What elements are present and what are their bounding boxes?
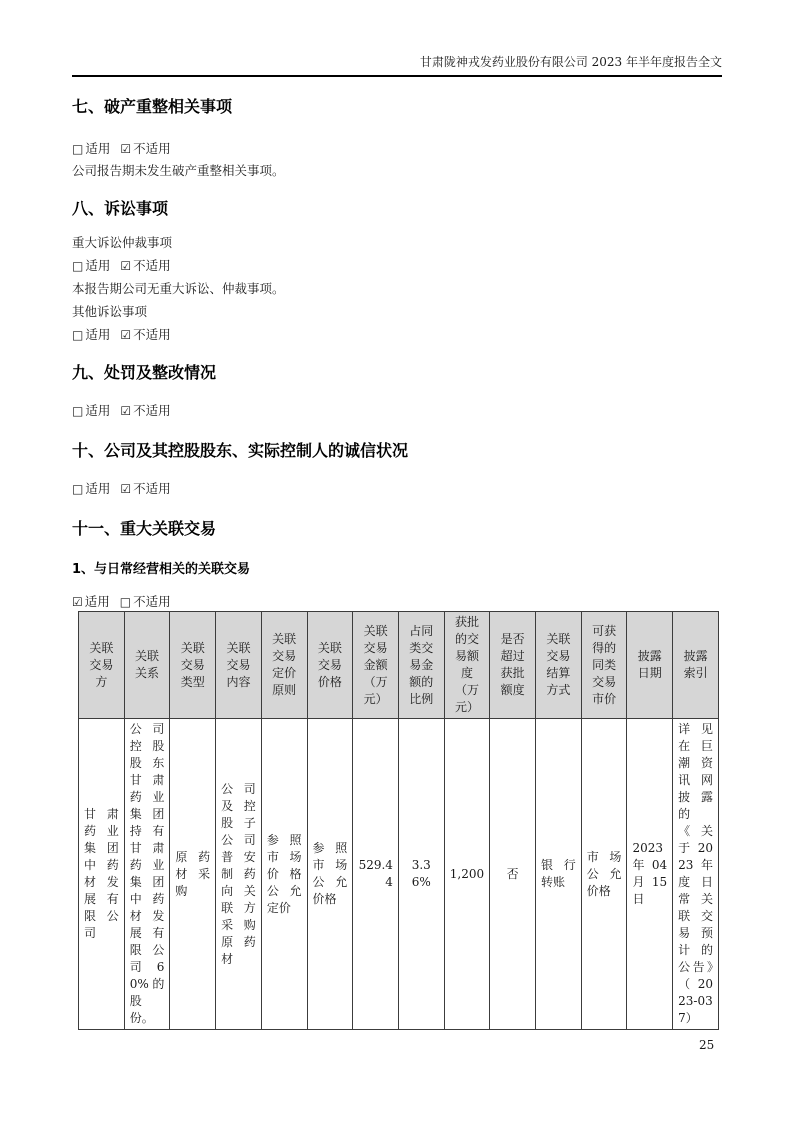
checkbox-checked-icon: ☑ [72,595,83,609]
cell-market-price: 市场公允价格 [581,719,627,1030]
checkbox-checked-icon: ☑ [120,142,132,156]
apply-label: 适用 [85,403,111,418]
not-apply-label: 不适用 [133,481,171,496]
col-header-disclosure-date: 披露日期 [627,612,673,719]
col-header-disclosure-index: 披露索引 [673,612,719,719]
checkbox-checked-icon: ☑ [120,482,132,496]
applicability-line-bankruptcy [72,141,722,157]
apply-label: 适用 [85,141,111,156]
col-header-transaction-content: 关联交易内容 [216,612,262,719]
major-litigation-label: 重大诉讼仲裁事项 [72,235,173,250]
col-header-over-limit: 是否超过获批额度 [490,612,536,719]
applicability-line-other-litigation [72,327,722,343]
apply-label: 适用 [85,327,111,342]
cell-over-limit: 否 [490,719,536,1030]
col-header-ratio-of-similar: 占同类交易金额的比例 [398,612,444,719]
not-apply-label: 不适用 [133,141,171,156]
subsection-title-daily-related-transactions: 1、与日常经营相关的关联交易 [72,562,251,577]
col-header-pricing-principle: 关联交易定价原则 [261,612,307,719]
other-litigation-label: 其他诉讼事项 [72,304,148,319]
cell-ratio-of-similar: 3.36% [398,719,444,1030]
cell-settlement-method: 银行转账 [536,719,582,1030]
col-header-relationship: 关联关系 [124,612,170,719]
col-header-market-price: 可获得的同类交易市价 [581,612,627,719]
col-header-transaction-price: 关联交易价格 [307,612,353,719]
checkbox-unchecked-icon: □ [119,595,132,609]
cell-transaction-price: 参照市场公允价格 [307,719,353,1030]
report-header-title: 甘肃陇神戎发药业股份有限公司 2023 年半年度报告全文 [419,55,722,69]
cell-transaction-amount: 529.44 [353,719,399,1030]
col-header-settlement-method: 关联交易结算方式 [536,612,582,719]
applicability-line-major-litigation [72,258,722,274]
cell-related-party: 甘肃药业集团中药材发展有限公司 [79,719,125,1030]
applicability-line-integrity [72,481,722,497]
checkbox-unchecked-icon: □ [72,482,84,496]
cell-disclosure-index: 详见在巨潮资讯网披露的《关于 2023 年度日常关联交易预计的公告》（2023-037） [673,719,719,1030]
table-header-row [79,612,719,719]
apply-label: 适用 [84,594,110,609]
section-title-bankruptcy: 七、破产重整相关事项 [72,97,233,116]
col-header-approved-limit: 获批的交易额度（万元） [444,612,490,719]
major-litigation-note: 本报告期公司无重大诉讼、仲裁事项。 [72,281,285,296]
not-apply-label: 不适用 [133,327,171,342]
not-apply-label: 不适用 [133,594,171,609]
section-title-litigation: 八、诉讼事项 [72,199,169,218]
not-apply-label: 不适用 [133,403,171,418]
col-header-transaction-type: 关联交易类型 [170,612,216,719]
applicability-line-penalty [72,403,722,419]
related-transactions-table [78,611,719,1030]
checkbox-checked-icon: ☑ [120,259,132,273]
bankruptcy-note: 公司报告期未发生破产重整相关事项。 [72,163,285,178]
not-apply-label: 不适用 [133,258,171,273]
section-title-integrity: 十、公司及其控股股东、实际控制人的诚信状况 [72,441,409,460]
table-row [79,719,719,1030]
section-title-related-transactions: 十一、重大关联交易 [72,519,217,538]
applicability-line-related-transactions [72,594,722,610]
page-number: 25 [699,1038,715,1052]
checkbox-unchecked-icon: □ [72,328,84,342]
col-header-related-party: 关联交易方 [79,612,125,719]
section-title-penalty: 九、处罚及整改情况 [72,363,217,382]
cell-transaction-type: 原药材采购 [170,719,216,1030]
cell-relationship: 公司控股股东甘肃药业集团持有甘肃药业集团中药材发展有限公司 60%的股份。 [124,719,170,1030]
checkbox-unchecked-icon: □ [72,142,84,156]
col-header-transaction-amount: 关联交易金额（万元） [353,612,399,719]
page-content [72,0,722,1030]
apply-label: 适用 [85,258,111,273]
checkbox-unchecked-icon: □ [72,404,84,418]
cell-pricing-principle: 参照市场价格公允定价 [261,719,307,1030]
apply-label: 适用 [85,481,111,496]
checkbox-checked-icon: ☑ [120,328,132,342]
cell-approved-limit: 1,200 [444,719,490,1030]
cell-disclosure-date: 2023 年 04 月 15 日 [627,719,673,1030]
report-header [72,0,722,77]
checkbox-checked-icon: ☑ [120,404,132,418]
cell-transaction-content: 公司及控股子公司普安制药向关联方采购原药材 [216,719,262,1030]
checkbox-unchecked-icon: □ [72,259,84,273]
